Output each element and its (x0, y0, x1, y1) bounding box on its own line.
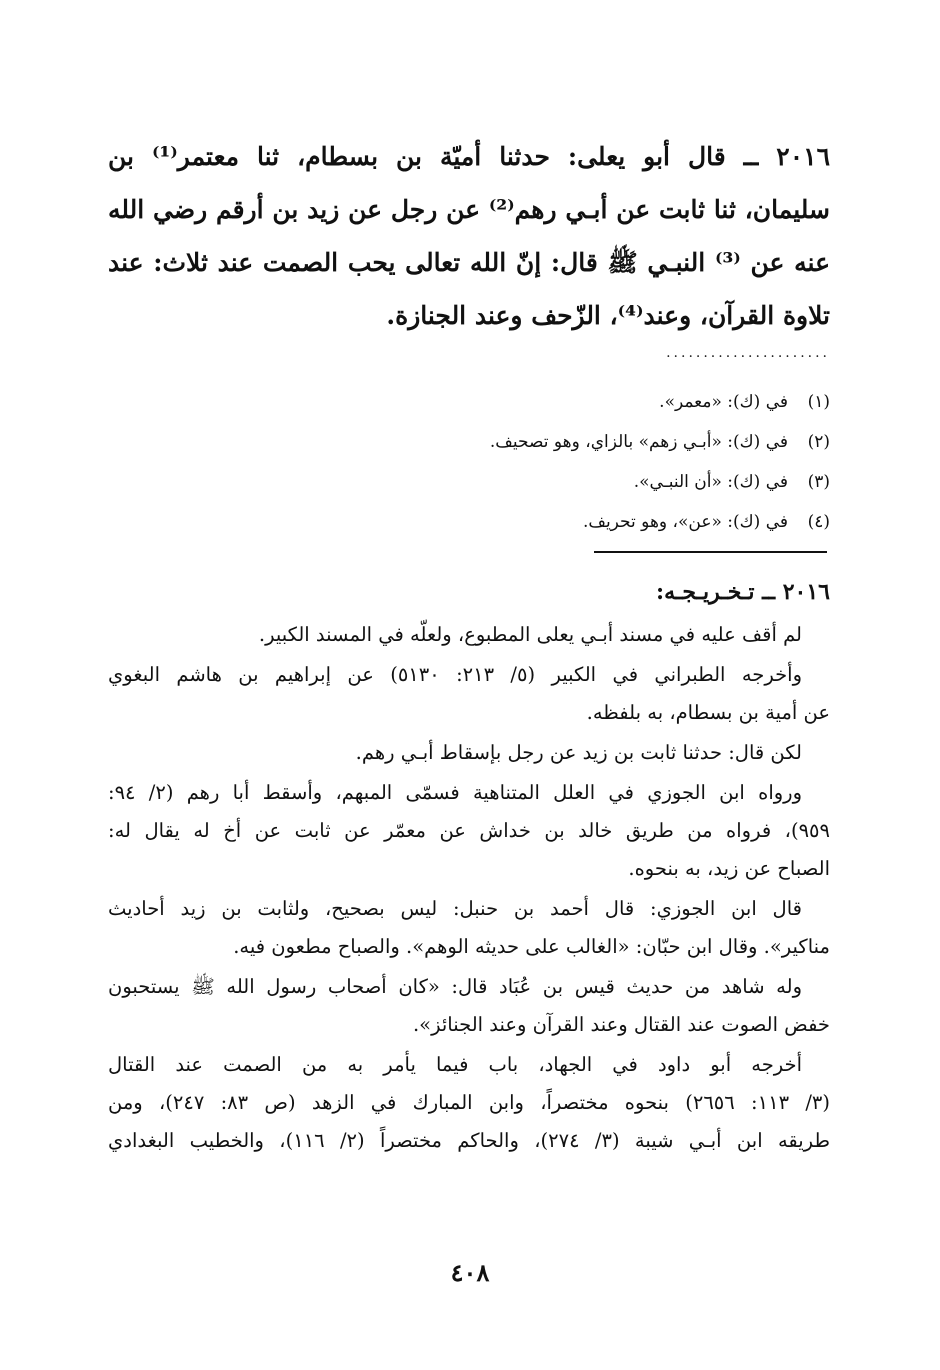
footnotes (300, 382, 830, 542)
footnote-number: (٣) (807, 472, 830, 492)
footnote-text: في (ك): «أبـي زهم» بالزاي، وهو تصحيف. (489, 432, 788, 452)
paragraph-line: مناكير». وقال ابن حبّان: «الغالب على حديثه الوهم». والصباح مطعون فيه. (233, 935, 830, 958)
takhrij-body (108, 616, 830, 1162)
paragraph-line: ٩٥٩)، فرواه من طريق خالد بن خداش عن معمّر عن ثابت عن أخ له يقال له: (108, 819, 830, 842)
footnote (300, 422, 830, 462)
footnote-text: في (ك): «معمر». (659, 392, 788, 412)
footnote-text: في (ك): «أن النبـي». (633, 472, 788, 492)
paragraph (108, 734, 830, 772)
paragraph-line: خفض الصوت عند القتال وعند القرآن وعند الجنائز». (412, 1013, 830, 1036)
page-number: ٤٠٨ (450, 1258, 490, 1287)
hadith-text (108, 130, 830, 342)
paragraph-line: قال ابن الجوزي: قال أحمد بن حنبل: ليس بصحيح، ولثابت بن زيد أحاديث (108, 897, 802, 920)
paragraph (108, 890, 830, 966)
footnote (300, 502, 830, 542)
footnote-number: (٤) (807, 512, 830, 532)
paragraph (108, 968, 830, 1044)
footnote-number: (٢) (807, 432, 830, 452)
paragraph-line: لكن قال: حدثنا ثابت بن زيد عن رجل بإسقاط أبـي رهم. (355, 741, 802, 764)
paragraph (108, 656, 830, 732)
paragraph-line: ورواه ابن الجوزي في العلل المتناهية فسمّى المبهم، وأسقط أبا رهم (٢/ ٩٤: (108, 781, 802, 804)
paragraph (108, 616, 830, 654)
paragraph-line: (٣/ ١١٣: ٢٦٥٦) بنحوه مختصراً، وابن المبارك في الزهد (ص ٨٣: ٢٤٧)، ومن (108, 1091, 830, 1114)
paragraph-line: لم أقف عليه في مسند أبـي يعلى المطبوع، ولعلّه في المسند الكبير. (258, 623, 802, 646)
hadith-line: تلاوة القرآن، وعند⁽⁴⁾، الزّحف وعند الجنازة. (386, 301, 830, 330)
takhrij-heading: ٢٠١٦ ــ تـخـريـجـه: (656, 579, 830, 605)
hadith-line: سليمان، ثنا ثابت عن أبـي رهم⁽²⁾ عن رجل عن زيد بن أرقم رضي الله (108, 195, 830, 224)
paragraph-line: عن أمية بن بسطام، به بلفظه. (586, 701, 830, 724)
footnote (300, 382, 830, 422)
hadith-line: ٢٠١٦ ــ قال أبو يعلى: حدثنا أميّة بن بسطام، ثنا معتمر⁽¹⁾ بن (108, 142, 830, 171)
footnote-text: في (ك): «عن»، وهو تحريف. (582, 512, 788, 532)
paragraph (108, 774, 830, 888)
footnote-separator-dots: ...................... (666, 345, 830, 361)
paragraph-line: أخرجه أبو داود في الجهاد، باب فيما يأمر به من الصمت عند القتال (108, 1053, 802, 1076)
paragraph (108, 1046, 830, 1160)
paragraph-line: وأخرجه الطبراني في الكبير (٥/ ٢١٣: ٥١٣٠) عن إبراهيم بن هاشم البغوي (108, 663, 802, 686)
footnote (300, 462, 830, 502)
paragraph-line: وله شاهد من حديث قيس بن عُبَاد قال: «كان أصحاب رسول الله ﷺ يستحبون (108, 975, 802, 998)
section-divider (594, 551, 827, 553)
paragraph-line: طريقه ابن أبـي شيبة (٣/ ٢٧٤)، والحاكم مختصراً (٢/ ١١٦)، والخطيب البغدادي (108, 1129, 830, 1152)
footnote-number: (١) (807, 392, 830, 412)
hadith-line: عنه عن ⁽³⁾ النبـي ﷺ قال: إنّ الله تعالى يحب الصمت عند ثلاث: عند (108, 248, 830, 277)
paragraph-line: الصباح عن زيد، به بنحوه. (628, 857, 830, 880)
